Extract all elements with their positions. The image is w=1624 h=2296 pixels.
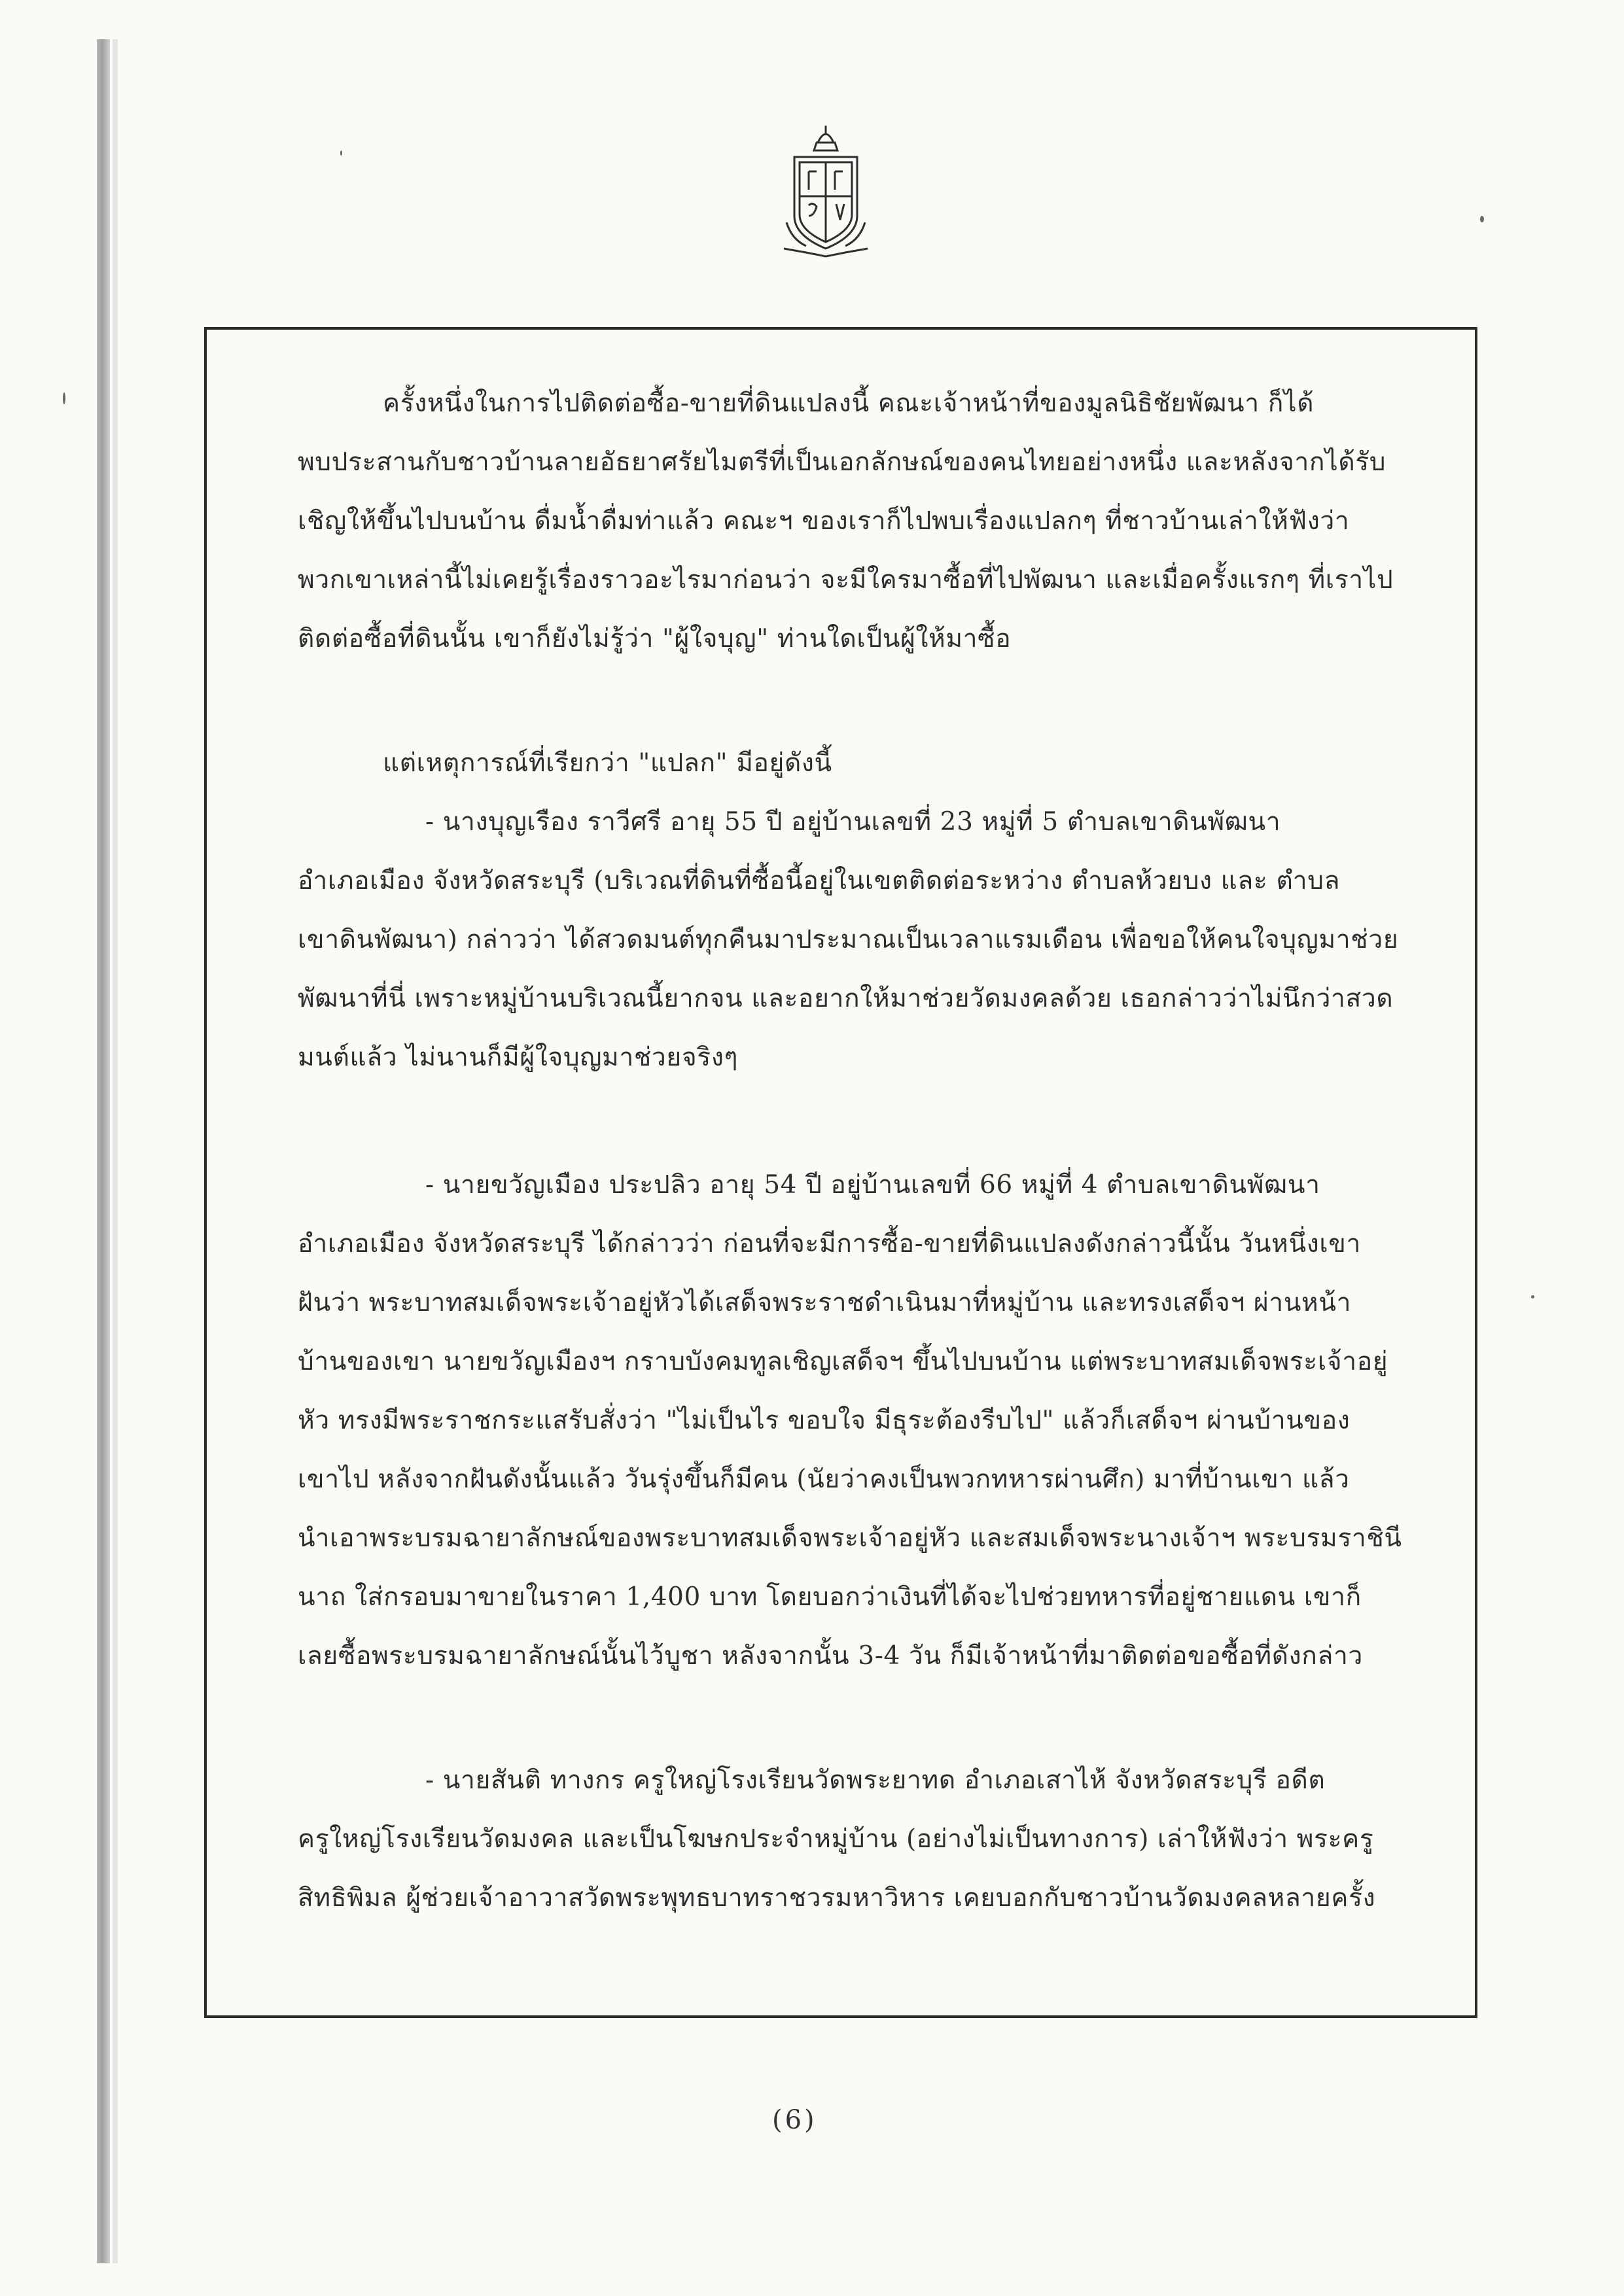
body-line: หัว ทรงมีพระราชกระแสรับสั่งว่า "ไม่เป็นไร ขอบใจ มีธุระต้องรีบไป" แล้วก็เสด็จฯ ผ่านบ้านของ (298, 1406, 1350, 1435)
scan-edge-shadow (97, 39, 110, 2263)
body-line: เลยซื้อพระบรมฉายาลักษณ์นั้นไว้บูชา หลังจากนั้น 3-4 วัน ก็มีเจ้าหน้าที่มาติดต่อขอซื้อที่ดังกล่าว (298, 1641, 1364, 1671)
body-line: พัฒนาที่นี่ เพราะหมู่บ้านบริเวณนี้ยากจน และอยากให้มาช่วยวัดมงคลด้วย เธอกล่าวว่าไม่นึกว่าสวด (298, 984, 1394, 1013)
body-line: อำเภอเมือง จังหวัดสระบุรี ได้กล่าวว่า ก่อนที่จะมีการซื้อ-ขายที่ดินแปลงดังกล่าวนี้นั้น วันหนึ่งเขา (298, 1229, 1362, 1259)
body-line: ครั้งหนึ่งในการไปติดต่อซื้อ-ขายที่ดินแปลงนี้ คณะเจ้าหน้าที่ของมูลนิธิชัยพัฒนา ก็ได้ (383, 389, 1315, 418)
body-line: บ้านของเขา นายขวัญเมืองฯ กราบบังคมทูลเชิญเสด็จฯ ขึ้นไปบนบ้าน แต่พระบาทสมเด็จพระเจ้าอยู่ (298, 1347, 1388, 1376)
scan-edge-highlight (113, 39, 118, 2263)
body-line: เขาดินพัฒนา) กล่าวว่า ได้สวดมนต์ทุกคืนมาประมาณเป็นเวลาแรมเดือน เพื่อขอให้คนใจบุญมาช่วย (298, 925, 1399, 954)
body-line: เชิญให้ขึ้นไปบนบ้าน ดื่มน้ำดื่มท่าแล้ว คณะฯ ของเราก็ไปพบเรื่องแปลกๆ ที่ชาวบ้านเล่าให้ฟังว่า (298, 506, 1350, 536)
body-line: นำเอาพระบรมฉายาลักษณ์ของพระบาทสมเด็จพระเจ้าอยู่หัว และสมเด็จพระนางเจ้าฯ พระบรมราชินี (298, 1523, 1402, 1553)
university-coat-of-arms-icon (780, 124, 872, 262)
body-line: เขาไป หลังจากฝันดังนั้นแล้ว วันรุ่งขึ้นก็มีคน (นัยว่าคงเป็นพวกทหารผ่านศึก) มาที่บ้านเขา แล้ว (298, 1465, 1350, 1494)
body-line: ติดต่อซื้อที่ดินนั้น เขาก็ยังไม่รู้ว่า "ผู้ใจบุญ" ท่านใดเป็นผู้ให้มาซื้อ (298, 624, 1012, 653)
body-line: มนต์แล้ว ไม่นานก็มีผู้ใจบุญมาช่วยจริงๆ (298, 1043, 739, 1072)
scan-speck (63, 392, 65, 404)
scan-speck (1531, 1295, 1534, 1298)
body-line: พบประสานกับชาวบ้านลายอัธยาศรัยไมตรีที่เป็นเอกลักษณ์ของคนไทยอย่างหนึ่ง และหลังจากได้รับ (298, 447, 1386, 477)
section-lead: แต่เหตุการณ์ที่เรียกว่า "แปลก" มีอยู่ดังนี้ (383, 748, 832, 778)
body-line: - นายขวัญเมือง ประปลิว อายุ 54 ปี อยู่บ้านเลขที่ 66 หมู่ที่ 4 ตำบลเขาดินพัฒนา (425, 1170, 1320, 1200)
body-line: อำเภอเมือง จังหวัดสระบุรี (บริเวณที่ดินที่ซื้อนี้อยู่ในเขตติดต่อระหว่าง ตำบลห้วยบง และ ตำบล (298, 866, 1341, 896)
scan-speck (1480, 216, 1484, 222)
body-line: - นายสันติ ทางกร ครูใหญ่โรงเรียนวัดพระยาทด อำเภอเสาไห้ จังหวัดสระบุรี อดีต (425, 1765, 1326, 1795)
body-line: ฝันว่า พระบาทสมเด็จพระเจ้าอยู่หัวได้เสด็จพระราชดำเนินมาที่หมู่บ้าน และทรงเสด็จฯ ผ่านหน้า (298, 1288, 1352, 1317)
body-line: นาถ ใส่กรอบมาขายในราคา 1,400 บาท โดยบอกว่าเงินที่ได้จะไปช่วยทหารที่อยู่ชายแดน เขาก็ (298, 1582, 1362, 1612)
body-line: สิทธิพิมล ผู้ช่วยเจ้าอาวาสวัดพระพุทธบาทราชวรมหาวิหาร เคยบอกกับชาวบ้านวัดมงคลหลายครั้ง (298, 1883, 1376, 1913)
body-line: - นางบุญเรือง ราวีศรี อายุ 55 ปี อยู่บ้านเลขที่ 23 หมู่ที่ 5 ตำบลเขาดินพัฒนา (425, 807, 1281, 837)
page-number: (6) (772, 2105, 817, 2135)
scan-speck (340, 150, 342, 156)
body-line: ครูใหญ่โรงเรียนวัดมงคล และเป็นโฆษกประจำหมู่บ้าน (อย่างไม่เป็นทางการ) เล่าให้ฟังว่า พระครู (298, 1824, 1374, 1854)
body-line: พวกเขาเหล่านี้ไม่เคยรู้เรื่องราวอะไรมาก่อนว่า จะมีใครมาซื้อที่ไปพัฒนา และเมื่อครั้งแรกๆ ที่เราไป (298, 565, 1394, 595)
